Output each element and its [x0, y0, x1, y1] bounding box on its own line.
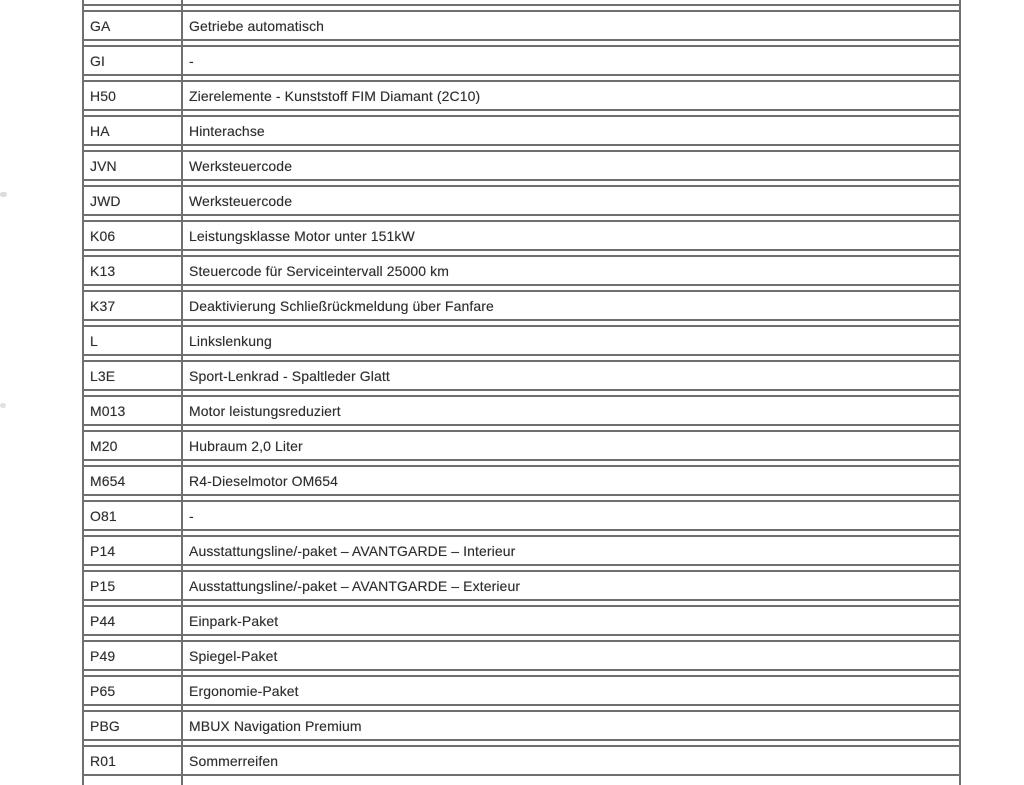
- table-row-M654: [84, 465, 959, 496]
- description-cell: MBUX Navigation Premium: [189, 717, 362, 734]
- left-margin-artifact-2: [0, 403, 6, 408]
- table-rows-container: [84, 0, 959, 776]
- code-cell: HA: [90, 122, 110, 139]
- table-row-H50: [84, 80, 959, 111]
- left-margin-artifact-1: [0, 192, 7, 197]
- table-row-HA: [84, 115, 959, 146]
- description-cell: R4-Dieselmotor OM654: [189, 472, 339, 489]
- table-row-L3E: [84, 360, 959, 391]
- column-divider-line: [181, 0, 183, 785]
- code-cell: P14: [90, 542, 116, 559]
- code-cell: L3E: [90, 367, 116, 384]
- description-cell: Linkslenkung: [189, 332, 272, 349]
- description-cell: Deaktivierung Schließrückmeldung über Fanfare: [189, 297, 494, 314]
- table-row-PBG: [84, 710, 959, 741]
- description-cell: -: [189, 507, 194, 524]
- code-cell: P65: [90, 682, 116, 699]
- table-row-P15: [84, 570, 959, 601]
- description-cell: Spiegel-Paket: [189, 647, 278, 664]
- table-row-P44: [84, 605, 959, 636]
- description-cell: Ergonomie-Paket: [189, 682, 299, 699]
- code-cell: PBG: [90, 717, 120, 734]
- code-cell: M20: [90, 437, 118, 454]
- code-cell: P44: [90, 612, 116, 629]
- description-cell: Leistungsklasse Motor unter 151kW: [189, 227, 415, 244]
- code-cell: P49: [90, 647, 116, 664]
- table-row-P14: [84, 535, 959, 566]
- table-row-JVN: [84, 150, 959, 181]
- table-row-O81: [84, 500, 959, 531]
- table-row-JWD: [84, 185, 959, 216]
- table-row-K13: [84, 255, 959, 286]
- code-cell: K13: [90, 262, 116, 279]
- description-cell: Werksteuercode: [189, 157, 293, 174]
- table-row-P49: [84, 640, 959, 671]
- code-cell: K06: [90, 227, 116, 244]
- description-cell: Hinterachse: [189, 122, 265, 139]
- table-row-R01: [84, 745, 959, 776]
- table-row-K06: [84, 220, 959, 251]
- table-row-GA: [84, 10, 959, 41]
- table-row-P65: [84, 675, 959, 706]
- code-cell: GA: [90, 17, 111, 34]
- code-cell: K37: [90, 297, 116, 314]
- description-cell: Getriebe automatisch: [189, 17, 325, 34]
- code-cell: JVN: [90, 157, 117, 174]
- code-cell: JWD: [90, 192, 121, 209]
- description-cell: Ausstattungsline/-paket – AVANTGARDE – Interieur: [189, 542, 516, 559]
- description-cell: Motor leistungsreduziert: [189, 402, 341, 419]
- code-cell: P15: [90, 577, 116, 594]
- table-row-GI: [84, 45, 959, 76]
- equipment-code-table: [82, 0, 961, 785]
- description-cell: Sport-Lenkrad - Spaltleder Glatt: [189, 367, 390, 384]
- code-cell: M654: [90, 472, 126, 489]
- table-row-M20: [84, 430, 959, 461]
- code-cell: M013: [90, 402, 126, 419]
- description-cell: Einpark-Paket: [189, 612, 279, 629]
- code-cell: O81: [90, 507, 117, 524]
- description-cell: Hubraum 2,0 Liter: [189, 437, 303, 454]
- table-row-partial-0: [84, 0, 959, 6]
- description-cell: Sommerreifen: [189, 752, 279, 769]
- description-cell: Zierelemente - Kunststoff FIM Diamant (2C10): [189, 87, 481, 104]
- code-cell: R01: [90, 752, 116, 769]
- description-cell: Ausstattungsline/-paket – AVANTGARDE – Exterieur: [189, 577, 521, 594]
- code-cell: GI: [90, 52, 105, 69]
- table-row-L: [84, 325, 959, 356]
- description-cell: Steuercode für Serviceintervall 25000 km: [189, 262, 450, 279]
- code-cell: H50: [90, 87, 116, 104]
- code-cell: L: [90, 332, 98, 349]
- description-cell: Werksteuercode: [189, 192, 293, 209]
- table-row-M013: [84, 395, 959, 426]
- description-cell: -: [189, 52, 194, 69]
- table-row-K37: [84, 290, 959, 321]
